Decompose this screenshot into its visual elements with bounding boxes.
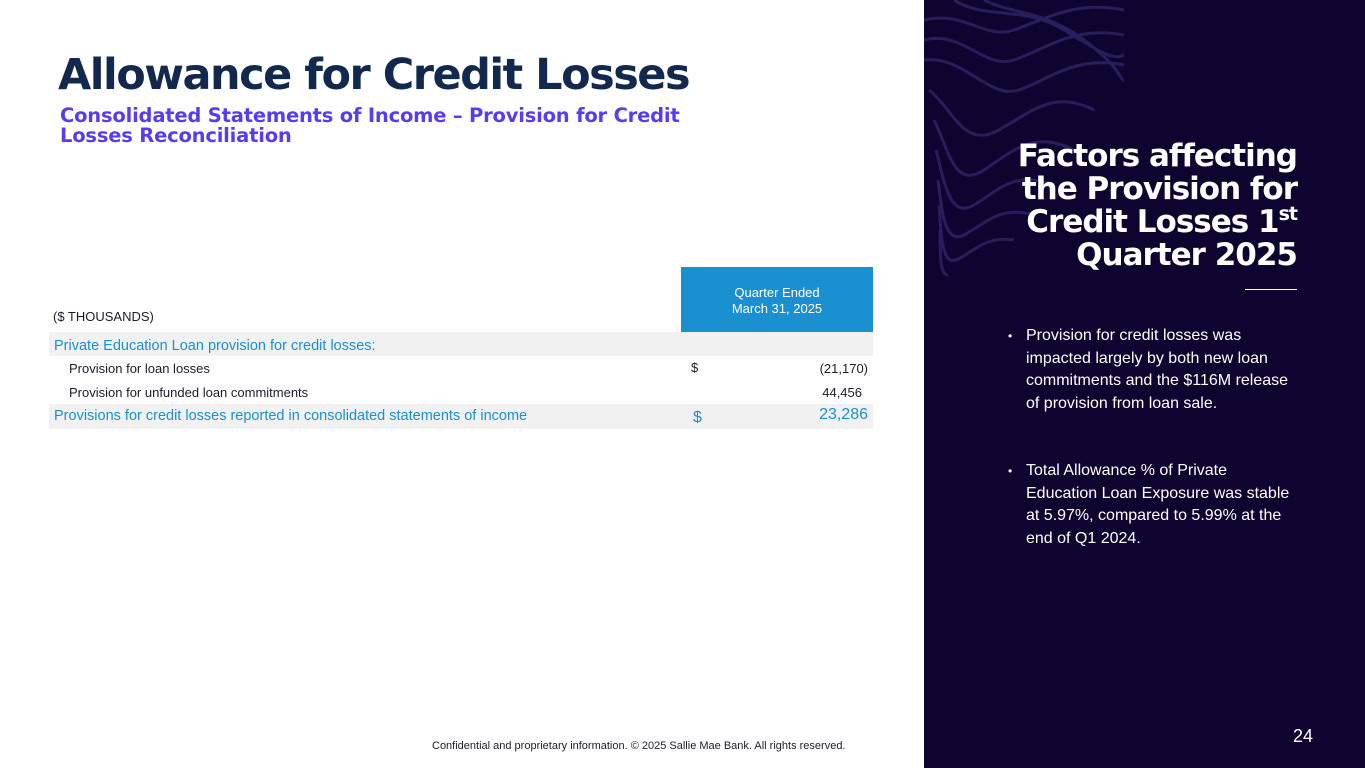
total-label: Provisions for credit losses reported in consolidated statements of income xyxy=(54,408,528,424)
panel-title-line1: Factors affecting xyxy=(1017,138,1297,174)
panel-title-superscript: st xyxy=(1278,203,1297,225)
row-value: (21,170) xyxy=(819,361,868,376)
bullet-text: Provision for credit losses was impacted largely by both new loan commitments and the $116M release of provision from loan sale. xyxy=(1026,327,1289,412)
column-header-quarter xyxy=(681,267,873,332)
row-label: Provision for unfunded loan commitments xyxy=(69,385,309,400)
page-number: 24 xyxy=(1292,726,1313,746)
section-row xyxy=(49,332,873,356)
bullet-list xyxy=(1004,325,1294,550)
table-row xyxy=(49,380,873,404)
column-header-line2: March 31, 2025 xyxy=(731,300,823,316)
panel-title-line3-text: Credit Losses 1 xyxy=(1026,204,1279,240)
row-value: 44,456 xyxy=(822,385,862,400)
panel-title xyxy=(937,140,1297,272)
units-label: ($ THOUSANDS) xyxy=(53,309,154,324)
page-subtitle: Consolidated Statements of Income – Provision for Credit Losses Reconciliation xyxy=(60,104,680,147)
section-label: Private Education Loan provision for credit losses: xyxy=(54,338,376,354)
total-currency: $ xyxy=(693,409,702,426)
footer-disclaimer: Confidential and proprietary information. © 2025 Sallie Mae Bank. All rights reserved. xyxy=(432,740,846,752)
list-item xyxy=(1004,460,1294,550)
panel-title-line3 xyxy=(937,203,1297,240)
page-title: Allowance for Credit Losses xyxy=(58,50,690,100)
row-currency: $ xyxy=(691,360,699,375)
total-row xyxy=(49,404,873,429)
provision-reconciliation-table xyxy=(49,267,873,429)
table-row xyxy=(49,356,873,380)
factors-panel xyxy=(924,0,1365,768)
panel-title-line2: the Provision for xyxy=(1021,171,1297,207)
panel-divider xyxy=(1245,289,1297,290)
panel-title-line4: Quarter 2025 xyxy=(1076,237,1297,273)
bullet-icon: • xyxy=(1008,329,1013,343)
table-header xyxy=(49,267,873,332)
bullet-text: Total Allowance % of Private Education Loan Exposure was stable at 5.97%, compared to 5.99% at the end of Q1 2024. xyxy=(1026,462,1290,547)
total-value: 23,286 xyxy=(819,406,868,423)
bullet-icon: • xyxy=(1008,464,1013,478)
column-header-line1: Quarter Ended xyxy=(734,284,820,300)
list-item xyxy=(1004,325,1294,415)
row-label: Provision for loan losses xyxy=(69,361,210,376)
